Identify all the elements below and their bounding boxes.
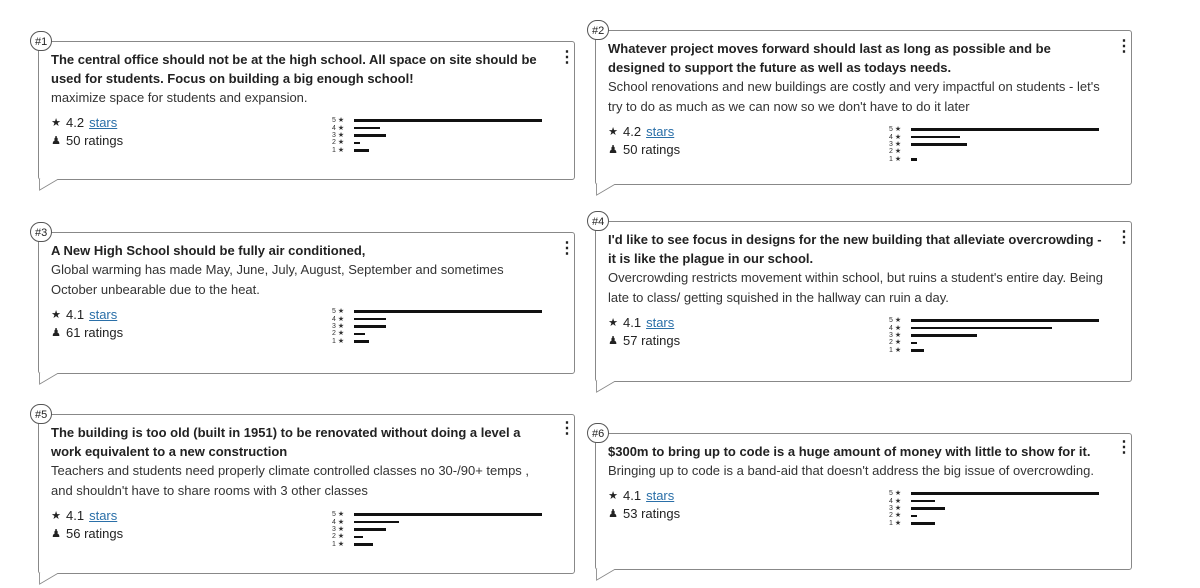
distribution-bar xyxy=(911,507,945,510)
star-icon: ★ xyxy=(51,117,61,129)
distribution-bar xyxy=(911,342,917,345)
distribution-bar xyxy=(354,134,386,137)
rank-badge: #5 xyxy=(30,404,52,424)
distribution-label: 1 ★ xyxy=(332,540,345,548)
idea-title: A New High School should be fully air conditioned, xyxy=(51,243,366,258)
distribution-bar xyxy=(911,349,924,352)
distribution-label: 5 ★ xyxy=(332,117,345,125)
stars-link[interactable]: stars xyxy=(646,315,675,330)
card-body xyxy=(595,30,1132,185)
distribution-label: 1 ★ xyxy=(332,146,345,154)
idea-title: The building is too old (built in 1951) to be renovated without doing a level a work equivalent to a new construction xyxy=(51,425,521,459)
distribution-row xyxy=(332,315,542,322)
speech-tail xyxy=(38,179,60,191)
rating-distribution xyxy=(889,490,1099,527)
rank-badge: #6 xyxy=(587,423,609,443)
idea-title: I'd like to see focus in designs for the new building that alleviate overcrowding - it is like the plague in our school. xyxy=(608,232,1102,266)
average-rating: 4.1 xyxy=(623,315,642,330)
speech-tail xyxy=(595,184,617,196)
distribution-label: 3 ★ xyxy=(889,140,902,148)
card-body xyxy=(38,232,575,374)
ratings-count: 57 ratings xyxy=(623,333,681,348)
distribution-label: 5 ★ xyxy=(889,490,902,498)
distribution-row xyxy=(332,518,542,525)
average-rating: 4.2 xyxy=(623,124,642,139)
ratings-count: 61 ratings xyxy=(66,325,124,340)
distribution-row xyxy=(332,338,542,345)
distribution-row xyxy=(889,324,1099,331)
idea-card xyxy=(587,423,1132,583)
distribution-bar xyxy=(354,142,360,145)
distribution-label: 3 ★ xyxy=(332,525,345,533)
distribution-row xyxy=(889,332,1099,339)
distribution-label: 4 ★ xyxy=(889,497,902,505)
idea-card xyxy=(30,31,575,191)
kebab-menu-icon[interactable]: ⋮ xyxy=(559,49,575,66)
speech-tail xyxy=(38,373,60,385)
distribution-label: 2 ★ xyxy=(889,339,902,347)
distribution-row xyxy=(889,347,1099,354)
distribution-bar xyxy=(354,513,542,516)
distribution-bar xyxy=(911,158,917,161)
distribution-label: 2 ★ xyxy=(889,148,902,156)
rating-distribution xyxy=(889,126,1099,163)
distribution-bar xyxy=(354,528,386,531)
user-icon: ♟ xyxy=(51,528,61,540)
distribution-label: 2 ★ xyxy=(332,330,345,338)
distribution-label: 4 ★ xyxy=(332,124,345,132)
rating-distribution xyxy=(332,511,542,548)
distribution-bar xyxy=(911,515,917,518)
user-icon: ♟ xyxy=(51,135,61,147)
average-rating: 4.2 xyxy=(66,115,85,130)
kebab-menu-icon[interactable]: ⋮ xyxy=(1116,38,1132,55)
speech-tail xyxy=(38,573,60,585)
distribution-label: 3 ★ xyxy=(332,322,345,330)
distribution-row xyxy=(889,520,1099,527)
distribution-bar xyxy=(354,119,542,122)
distribution-bar xyxy=(354,536,363,539)
distribution-row xyxy=(332,330,542,337)
distribution-label: 3 ★ xyxy=(889,504,902,512)
star-icon: ★ xyxy=(608,317,618,329)
speech-tail xyxy=(595,569,617,581)
idea-title: $300m to bring up to code is a huge amount of money with little to show for it. xyxy=(608,444,1091,459)
idea-title: Whatever project moves forward should last as long as possible and be designed to support the future as well as todays needs. xyxy=(608,41,1051,75)
average-rating: 4.1 xyxy=(66,307,85,322)
idea-card xyxy=(30,404,575,586)
stars-link[interactable]: stars xyxy=(646,488,675,503)
distribution-label: 1 ★ xyxy=(889,346,902,354)
rank-badge: #4 xyxy=(587,211,609,231)
idea-description: Global warming has made May, June, July, August, September and sometimes October unbearable due to the heat. xyxy=(51,262,504,297)
distribution-label: 4 ★ xyxy=(889,324,902,332)
distribution-label: 5 ★ xyxy=(889,126,902,134)
distribution-row xyxy=(332,511,542,518)
distribution-bar xyxy=(911,522,935,525)
distribution-label: 4 ★ xyxy=(889,133,902,141)
rating-distribution xyxy=(332,117,542,154)
distribution-bar xyxy=(354,521,399,524)
distribution-label: 4 ★ xyxy=(332,315,345,323)
distribution-row xyxy=(332,323,542,330)
speech-tail xyxy=(595,381,617,393)
ratings-count: 50 ratings xyxy=(66,133,124,148)
distribution-row xyxy=(332,308,542,315)
idea-description: Overcrowding restricts movement within school, but ruins a student's entire day. Being late to class/ getting squished in the hallway can ruin a day. xyxy=(608,270,1104,305)
distribution-row xyxy=(889,141,1099,148)
distribution-label: 1 ★ xyxy=(889,519,902,527)
distribution-row xyxy=(332,132,542,139)
distribution-label: 4 ★ xyxy=(332,518,345,526)
distribution-row xyxy=(332,526,542,533)
rank-badge: #3 xyxy=(30,222,52,242)
distribution-bar xyxy=(354,310,542,313)
distribution-label: 1 ★ xyxy=(889,155,902,163)
star-icon: ★ xyxy=(608,126,618,138)
card-body xyxy=(38,414,575,574)
distribution-bar xyxy=(354,340,369,343)
distribution-row xyxy=(332,139,542,146)
idea-card xyxy=(30,222,575,387)
distribution-label: 2 ★ xyxy=(332,139,345,147)
distribution-bar xyxy=(911,143,967,146)
kebab-menu-icon[interactable]: ⋮ xyxy=(559,240,575,257)
stars-link[interactable]: stars xyxy=(646,124,675,139)
distribution-bar xyxy=(911,334,977,337)
user-icon: ♟ xyxy=(608,508,618,520)
idea-card xyxy=(587,20,1132,195)
user-icon: ♟ xyxy=(608,144,618,156)
average-rating: 4.1 xyxy=(66,508,85,523)
distribution-bar xyxy=(911,492,1099,495)
distribution-bar xyxy=(354,543,373,546)
distribution-label: 3 ★ xyxy=(332,131,345,139)
star-icon: ★ xyxy=(51,510,61,522)
distribution-label: 2 ★ xyxy=(889,512,902,520)
distribution-row xyxy=(332,147,542,154)
distribution-row xyxy=(889,339,1099,346)
distribution-bar xyxy=(354,333,365,336)
distribution-bar xyxy=(354,325,386,328)
distribution-label: 5 ★ xyxy=(332,511,345,519)
distribution-bar xyxy=(354,149,369,152)
distribution-bar xyxy=(911,500,935,503)
average-rating: 4.1 xyxy=(623,488,642,503)
user-icon: ♟ xyxy=(51,327,61,339)
ratings-count: 56 ratings xyxy=(66,526,124,541)
distribution-row xyxy=(889,156,1099,163)
distribution-row xyxy=(889,497,1099,504)
idea-description: Teachers and students need properly climate controlled classes no 30-/90+ temps , and shouldn't have to share rooms with 3 other classes xyxy=(51,463,530,498)
distribution-row xyxy=(332,117,542,124)
kebab-menu-icon[interactable]: ⋮ xyxy=(1116,229,1132,246)
distribution-row xyxy=(332,533,542,540)
stars-link[interactable]: stars xyxy=(89,508,118,523)
distribution-bar xyxy=(354,318,386,321)
star-icon: ★ xyxy=(51,309,61,321)
idea-description: maximize space for students and expansion. xyxy=(51,90,308,105)
distribution-row xyxy=(332,541,542,548)
rating-distribution xyxy=(332,308,542,345)
distribution-label: 5 ★ xyxy=(889,317,902,325)
stars-link[interactable]: stars xyxy=(89,115,118,130)
distribution-row xyxy=(332,124,542,131)
star-icon: ★ xyxy=(608,490,618,502)
card-body xyxy=(595,433,1132,570)
distribution-label: 5 ★ xyxy=(332,308,345,316)
distribution-row xyxy=(889,148,1099,155)
kebab-menu-icon[interactable]: ⋮ xyxy=(1116,439,1132,456)
idea-card xyxy=(587,211,1132,396)
distribution-bar xyxy=(911,136,960,139)
distribution-label: 3 ★ xyxy=(889,331,902,339)
rank-badge: #1 xyxy=(30,31,52,51)
distribution-row xyxy=(889,126,1099,133)
card-body xyxy=(38,41,575,180)
rank-badge: #2 xyxy=(587,20,609,40)
distribution-row xyxy=(889,505,1099,512)
distribution-row xyxy=(889,512,1099,519)
rating-distribution xyxy=(889,317,1099,354)
distribution-label: 1 ★ xyxy=(332,337,345,345)
distribution-row xyxy=(889,317,1099,324)
idea-title: The central office should not be at the high school. All space on site should be used for students. Focus on building a big enough school! xyxy=(51,52,537,86)
distribution-bar xyxy=(354,127,380,130)
distribution-row xyxy=(889,133,1099,140)
ratings-count: 53 ratings xyxy=(623,506,681,521)
ratings-count: 50 ratings xyxy=(623,142,681,157)
stars-link[interactable]: stars xyxy=(89,307,118,322)
distribution-bar xyxy=(911,128,1099,131)
distribution-bar xyxy=(911,327,1052,330)
card-body xyxy=(595,221,1132,382)
kebab-menu-icon[interactable]: ⋮ xyxy=(559,420,575,437)
distribution-bar xyxy=(911,319,1099,322)
idea-description: Bringing up to code is a band-aid that doesn't address the big issue of overcrowding. xyxy=(608,463,1094,478)
user-icon: ♟ xyxy=(608,335,618,347)
distribution-row xyxy=(889,490,1099,497)
distribution-label: 2 ★ xyxy=(332,533,345,541)
idea-description: School renovations and new buildings are costly and very impactful on students - let's try to do as much as we can now so we don't have to do it later xyxy=(608,79,1100,114)
